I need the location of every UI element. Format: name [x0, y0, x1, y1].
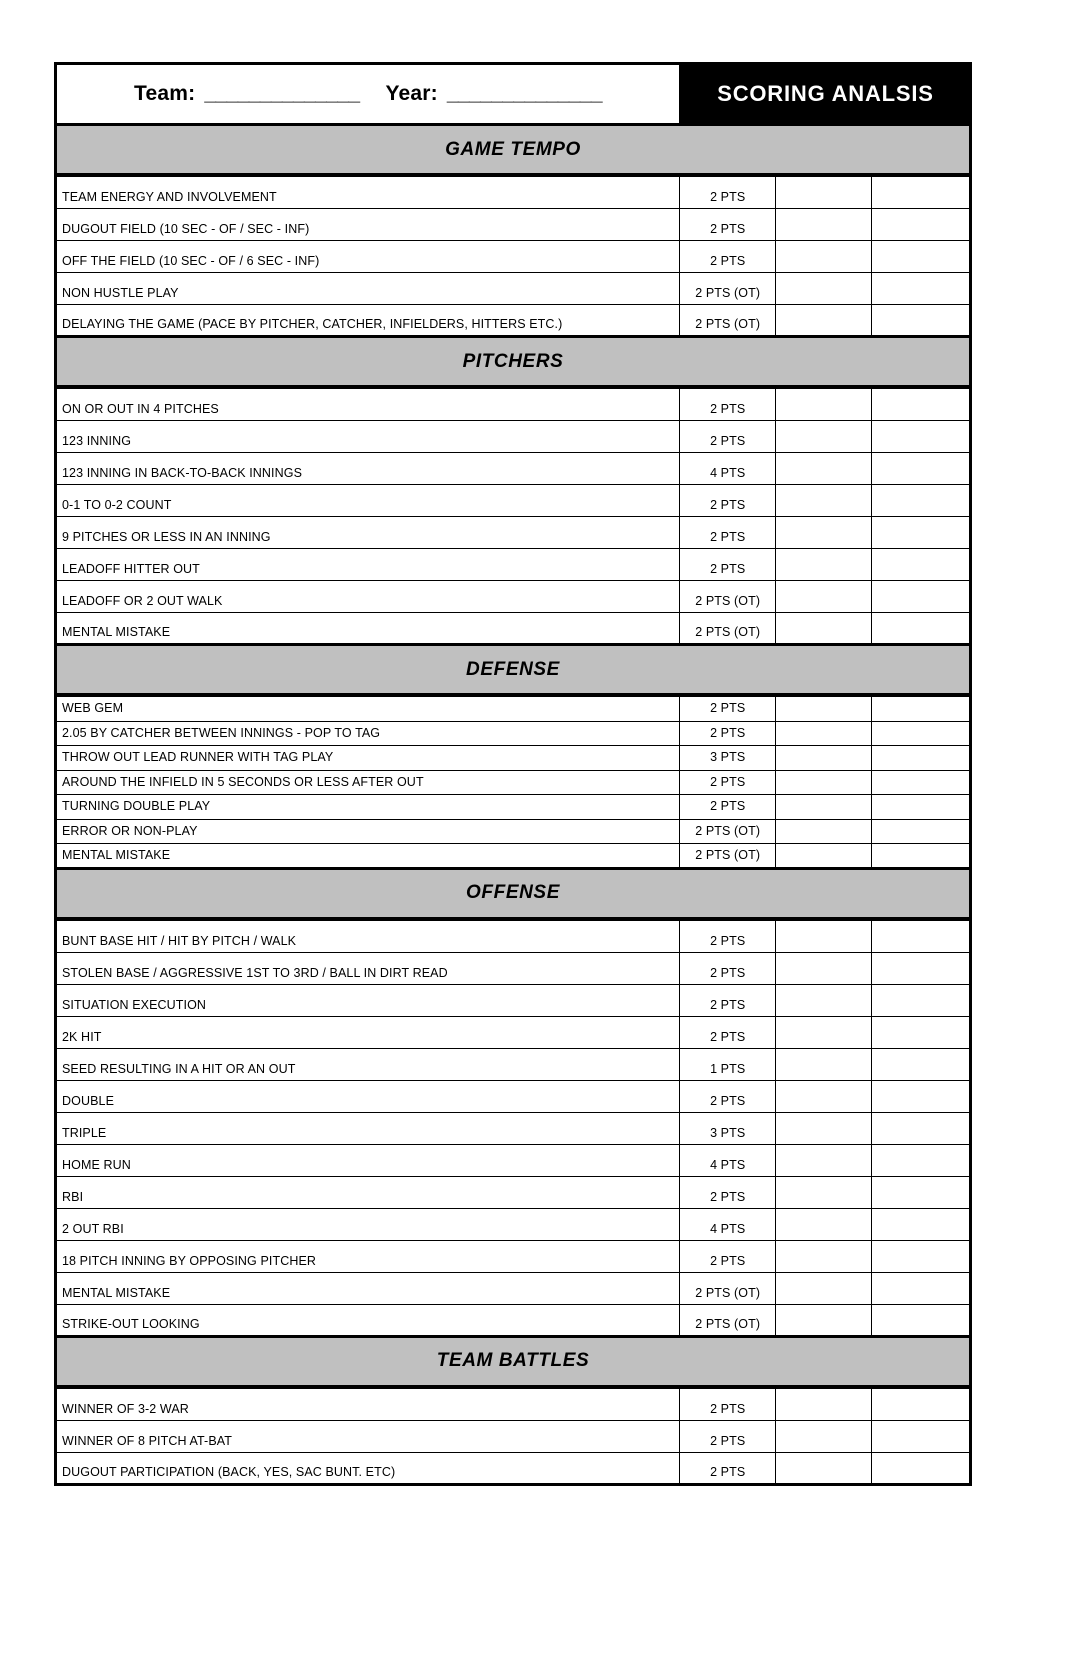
- tally-cell-2[interactable]: [871, 549, 970, 581]
- criterion-cell: [56, 697, 680, 722]
- points-cell: [680, 1048, 776, 1080]
- criterion-cell: [56, 819, 680, 844]
- tally-cell-2[interactable]: [871, 421, 970, 453]
- points-value: 2 PTS: [710, 1401, 746, 1416]
- year-input-blank[interactable]: ______________: [446, 82, 602, 105]
- points-value: 2 PTS: [710, 1433, 746, 1448]
- table-row: [56, 485, 971, 517]
- criterion-label: 2.05 BY CATCHER BETWEEN INNINGS - POP TO TAG: [62, 725, 381, 740]
- points-cell: [680, 1304, 776, 1336]
- criterion-cell: [56, 273, 680, 305]
- tally-cell-2[interactable]: [871, 241, 970, 273]
- points-cell: [680, 721, 776, 746]
- points-value: 2 PTS: [710, 222, 746, 236]
- tally-cell-2[interactable]: [871, 389, 970, 421]
- section-rows: [54, 920, 972, 1338]
- points-cell: [680, 177, 776, 209]
- criterion-cell: [56, 613, 680, 645]
- tally-cell-2[interactable]: [871, 844, 970, 869]
- tally-cell-2[interactable]: [871, 1420, 970, 1452]
- form-title: SCORING ANALSIS: [682, 65, 969, 123]
- criterion-cell: [56, 1112, 680, 1144]
- criterion-label: DOUBLE: [62, 1093, 115, 1108]
- table-row: [56, 1272, 971, 1304]
- tally-cell-2[interactable]: [871, 1048, 970, 1080]
- points-value: 2 PTS: [710, 725, 746, 740]
- table-row: [56, 517, 971, 549]
- criterion-cell: [56, 581, 680, 613]
- tally-cell-2[interactable]: [871, 1080, 970, 1112]
- tally-cell-1[interactable]: [776, 209, 871, 241]
- points-value: 2 PTS: [710, 530, 746, 544]
- tally-cell-2[interactable]: [871, 613, 970, 645]
- points-cell: [680, 485, 776, 517]
- criterion-label: TRIPLE: [62, 1125, 107, 1140]
- points-value: 2 PTS (OT): [695, 594, 761, 608]
- table-row: [56, 795, 971, 820]
- tally-cell-2[interactable]: [871, 1016, 970, 1048]
- tally-cell-2[interactable]: [871, 1144, 970, 1176]
- criterion-cell: [56, 1144, 680, 1176]
- points-value: 4 PTS: [710, 1221, 746, 1236]
- criterion-cell: [56, 421, 680, 453]
- points-cell: [680, 549, 776, 581]
- criterion-cell: [56, 517, 680, 549]
- criterion-label: LEADOFF OR 2 OUT WALK: [62, 594, 223, 608]
- criterion-label: MENTAL MISTAKE: [62, 847, 171, 862]
- points-cell: [680, 389, 776, 421]
- criterion-cell: [56, 305, 680, 337]
- points-cell: [680, 581, 776, 613]
- table-row: [56, 770, 971, 795]
- tally-cell-1[interactable]: [776, 795, 871, 820]
- table-row: [56, 613, 971, 645]
- points-value: 2 PTS: [710, 434, 746, 448]
- criterion-label: DELAYING THE GAME (PACE BY PITCHER, CATCHER, INFIELDERS, HITTERS ETC.): [62, 317, 563, 331]
- points-cell: [680, 1016, 776, 1048]
- tally-cell-2[interactable]: [871, 1240, 970, 1272]
- points-cell: [680, 920, 776, 952]
- points-value: 2 PTS (OT): [695, 847, 761, 862]
- points-value: 2 PTS: [710, 1029, 746, 1044]
- criterion-label: RBI: [62, 1189, 84, 1204]
- tally-cell-1[interactable]: [776, 1304, 871, 1336]
- table-row: [56, 209, 971, 241]
- tally-cell-1[interactable]: [776, 1388, 871, 1420]
- points-cell: [680, 453, 776, 485]
- tally-cell-2[interactable]: [871, 485, 970, 517]
- points-cell: [680, 1112, 776, 1144]
- criterion-label: MENTAL MISTAKE: [62, 1285, 171, 1300]
- points-cell: [680, 273, 776, 305]
- points-cell: [680, 613, 776, 645]
- tally-cell-2[interactable]: [871, 177, 970, 209]
- points-value: 2 PTS (OT): [695, 286, 761, 300]
- tally-cell-1[interactable]: [776, 485, 871, 517]
- team-input-blank[interactable]: ______________: [204, 82, 360, 105]
- tally-cell-1[interactable]: [776, 453, 871, 485]
- section-title: DEFENSE: [466, 658, 560, 680]
- tally-cell-1[interactable]: [776, 305, 871, 337]
- points-value: 2 PTS: [710, 799, 746, 814]
- form-header: [54, 62, 972, 126]
- criterion-cell: [56, 1176, 680, 1208]
- tally-cell-2[interactable]: [871, 697, 970, 722]
- points-cell: [680, 305, 776, 337]
- section-header: [54, 870, 972, 920]
- points-value: 2 PTS (OT): [695, 625, 761, 639]
- section-rows: [54, 388, 972, 646]
- table-row: [56, 1112, 971, 1144]
- table-row: [56, 984, 971, 1016]
- scoring-analysis-form: [54, 62, 972, 1486]
- tally-cell-1[interactable]: [776, 819, 871, 844]
- criterion-cell: [56, 844, 680, 869]
- criterion-label: OFF THE FIELD (10 SEC - OF / 6 SEC - INF): [62, 254, 320, 268]
- tally-cell-1[interactable]: [776, 1420, 871, 1452]
- criterion-label: SITUATION EXECUTION: [62, 997, 207, 1012]
- table-row: [56, 697, 971, 722]
- tally-cell-2[interactable]: [871, 453, 970, 485]
- points-value: 2 PTS: [710, 254, 746, 268]
- tally-cell-2[interactable]: [871, 795, 970, 820]
- table-row: [56, 273, 971, 305]
- criterion-label: 2K HIT: [62, 1029, 102, 1044]
- criterion-cell: [56, 1420, 680, 1452]
- criterion-cell: [56, 952, 680, 984]
- tally-cell-2[interactable]: [871, 770, 970, 795]
- table-row: [56, 844, 971, 869]
- criterion-cell: [56, 241, 680, 273]
- table-row: [56, 1452, 971, 1484]
- tally-cell-2[interactable]: [871, 1272, 970, 1304]
- criterion-cell: [56, 1388, 680, 1420]
- sections-container: [54, 126, 972, 1486]
- criterion-label: MENTAL MISTAKE: [62, 625, 171, 639]
- criterion-label: SEED RESULTING IN A HIT OR AN OUT: [62, 1061, 296, 1076]
- points-cell: [680, 746, 776, 771]
- tally-cell-1[interactable]: [776, 1452, 871, 1484]
- table-row: [56, 581, 971, 613]
- criterion-label: THROW OUT LEAD RUNNER WITH TAG PLAY: [62, 750, 334, 765]
- points-cell: [680, 1176, 776, 1208]
- tally-cell-1[interactable]: [776, 697, 871, 722]
- table-row: [56, 1240, 971, 1272]
- tally-cell-2[interactable]: [871, 273, 970, 305]
- criterion-label: TURNING DOUBLE PLAY: [62, 799, 211, 814]
- points-cell: [680, 1144, 776, 1176]
- year-label: Year:: [385, 82, 438, 105]
- criterion-cell: [56, 549, 680, 581]
- points-cell: [680, 517, 776, 549]
- points-cell: [680, 1240, 776, 1272]
- criterion-label: 9 PITCHES OR LESS IN AN INNING: [62, 530, 271, 544]
- tally-cell-1[interactable]: [776, 581, 871, 613]
- table-row: [56, 721, 971, 746]
- team-field[interactable]: [134, 82, 359, 106]
- tally-cell-1[interactable]: [776, 1240, 871, 1272]
- criterion-label: AROUND THE INFIELD IN 5 SECONDS OR LESS AFTER OUT: [62, 774, 424, 789]
- tally-cell-1[interactable]: [776, 920, 871, 952]
- points-cell: [680, 1452, 776, 1484]
- tally-cell-2[interactable]: [871, 952, 970, 984]
- points-cell: [680, 1272, 776, 1304]
- tally-cell-2[interactable]: [871, 1176, 970, 1208]
- criterion-cell: [56, 770, 680, 795]
- table-row: [56, 819, 971, 844]
- table-row: [56, 421, 971, 453]
- tally-cell-1[interactable]: [776, 517, 871, 549]
- points-value: 2 PTS: [710, 965, 746, 980]
- criterion-cell: [56, 746, 680, 771]
- table-row: [56, 1016, 971, 1048]
- criterion-label: 18 PITCH INNING BY OPPOSING PITCHER: [62, 1253, 317, 1268]
- criterion-cell: [56, 1048, 680, 1080]
- criterion-cell: [56, 1452, 680, 1484]
- criterion-cell: [56, 1304, 680, 1336]
- header-fields: [57, 65, 682, 123]
- tally-cell-1[interactable]: [776, 844, 871, 869]
- criterion-cell: [56, 453, 680, 485]
- points-value: 2 PTS: [710, 1093, 746, 1108]
- points-value: 2 PTS: [710, 562, 746, 576]
- table-row: [56, 1048, 971, 1080]
- section-title: PITCHERS: [462, 350, 564, 372]
- points-value: 2 PTS: [710, 190, 746, 204]
- tally-cell-2[interactable]: [871, 209, 970, 241]
- table-row: [56, 549, 971, 581]
- points-value: 2 PTS: [710, 933, 746, 948]
- points-value: 2 PTS: [710, 774, 746, 789]
- table-row: [56, 1420, 971, 1452]
- points-value: 4 PTS: [710, 466, 746, 480]
- criterion-label: HOME RUN: [62, 1157, 131, 1172]
- points-value: 2 PTS: [710, 1464, 746, 1479]
- tally-cell-2[interactable]: [871, 746, 970, 771]
- tally-cell-1[interactable]: [776, 1048, 871, 1080]
- section-rows: [54, 696, 972, 870]
- points-cell: [680, 1080, 776, 1112]
- section-rows: [54, 1388, 972, 1486]
- tally-cell-1[interactable]: [776, 746, 871, 771]
- year-field[interactable]: [385, 82, 601, 106]
- table-row: [56, 1080, 971, 1112]
- team-label: Team:: [134, 82, 196, 105]
- points-cell: [680, 209, 776, 241]
- tally-cell-1[interactable]: [776, 1272, 871, 1304]
- criterion-cell: [56, 795, 680, 820]
- points-cell: [680, 241, 776, 273]
- criterion-label: DUGOUT PARTICIPATION (BACK, YES, SAC BUNT. ETC): [62, 1464, 396, 1479]
- tally-cell-2[interactable]: [871, 581, 970, 613]
- table-row: [56, 1304, 971, 1336]
- criterion-label: 123 INNING: [62, 434, 132, 448]
- tally-cell-1[interactable]: [776, 1016, 871, 1048]
- table-row: [56, 920, 971, 952]
- criterion-label: STRIKE-OUT LOOKING: [62, 1316, 200, 1331]
- criterion-cell: [56, 984, 680, 1016]
- criterion-label: WINNER OF 8 PITCH AT-BAT: [62, 1433, 233, 1448]
- criterion-label: 2 OUT RBI: [62, 1221, 124, 1236]
- points-value: 2 PTS (OT): [695, 1285, 761, 1300]
- tally-cell-1[interactable]: [776, 1176, 871, 1208]
- points-cell: [680, 952, 776, 984]
- criterion-label: ERROR OR NON-PLAY: [62, 823, 198, 838]
- criterion-cell: [56, 721, 680, 746]
- criterion-label: WEB GEM: [62, 701, 124, 716]
- criterion-label: BUNT BASE HIT / HIT BY PITCH / WALK: [62, 933, 297, 948]
- points-value: 2 PTS: [710, 498, 746, 512]
- tally-cell-1[interactable]: [776, 241, 871, 273]
- table-row: [56, 453, 971, 485]
- table-row: [56, 952, 971, 984]
- tally-cell-1[interactable]: [776, 721, 871, 746]
- tally-cell-2[interactable]: [871, 1388, 970, 1420]
- criterion-label: LEADOFF HITTER OUT: [62, 562, 200, 576]
- tally-cell-2[interactable]: [871, 721, 970, 746]
- points-value: 1 PTS: [710, 1061, 746, 1076]
- tally-cell-1[interactable]: [776, 1112, 871, 1144]
- criterion-label: NON HUSTLE PLAY: [62, 286, 179, 300]
- table-row: [56, 1388, 971, 1420]
- criterion-cell: [56, 1240, 680, 1272]
- section-header: [54, 126, 972, 176]
- points-value: 2 PTS (OT): [695, 1316, 761, 1331]
- criterion-cell: [56, 389, 680, 421]
- points-value: 2 PTS: [710, 1253, 746, 1268]
- points-cell: [680, 984, 776, 1016]
- criterion-label: 0-1 TO 0-2 COUNT: [62, 498, 172, 512]
- tally-cell-2[interactable]: [871, 1452, 970, 1484]
- section-title: OFFENSE: [466, 882, 560, 903]
- tally-cell-1[interactable]: [776, 613, 871, 645]
- points-cell: [680, 770, 776, 795]
- table-row: [56, 746, 971, 771]
- points-value: 3 PTS: [710, 1125, 746, 1140]
- tally-cell-2[interactable]: [871, 920, 970, 952]
- points-cell: [680, 421, 776, 453]
- points-value: 2 PTS: [710, 1189, 746, 1204]
- section-header: [54, 646, 972, 696]
- points-value: 2 PTS: [710, 402, 746, 416]
- section-header: [54, 338, 972, 388]
- points-value: 2 PTS (OT): [695, 823, 761, 838]
- table-row: [56, 1208, 971, 1240]
- points-cell: [680, 844, 776, 869]
- table-row: [56, 305, 971, 337]
- tally-cell-2[interactable]: [871, 819, 970, 844]
- points-cell: [680, 1208, 776, 1240]
- tally-cell-1[interactable]: [776, 952, 871, 984]
- table-row: [56, 389, 971, 421]
- tally-cell-2[interactable]: [871, 1208, 970, 1240]
- tally-cell-2[interactable]: [871, 305, 970, 337]
- criterion-cell: [56, 1208, 680, 1240]
- tally-cell-1[interactable]: [776, 549, 871, 581]
- points-cell: [680, 1388, 776, 1420]
- points-value: 3 PTS: [710, 750, 746, 765]
- points-value: 2 PTS: [710, 701, 746, 716]
- criterion-cell: [56, 209, 680, 241]
- points-cell: [680, 1420, 776, 1452]
- criterion-label: DUGOUT FIELD (10 SEC - OF / SEC - INF): [62, 222, 310, 236]
- points-value: 2 PTS (OT): [695, 317, 761, 331]
- criterion-cell: [56, 1016, 680, 1048]
- tally-cell-1[interactable]: [776, 1144, 871, 1176]
- table-row: [56, 1176, 971, 1208]
- points-cell: [680, 795, 776, 820]
- points-value: 4 PTS: [710, 1157, 746, 1172]
- criterion-label: WINNER OF 3-2 WAR: [62, 1401, 189, 1416]
- tally-cell-1[interactable]: [776, 177, 871, 209]
- criterion-cell: [56, 177, 680, 209]
- criterion-cell: [56, 1080, 680, 1112]
- section-rows: [54, 176, 972, 338]
- section-header: [54, 1338, 972, 1388]
- section-title: TEAM BATTLES: [436, 1350, 590, 1371]
- criterion-cell: [56, 485, 680, 517]
- tally-cell-2[interactable]: [871, 1304, 970, 1336]
- criterion-label: ON OR OUT IN 4 PITCHES: [62, 402, 219, 416]
- table-row: [56, 1144, 971, 1176]
- criterion-cell: [56, 1272, 680, 1304]
- tally-cell-1[interactable]: [776, 1080, 871, 1112]
- tally-cell-1[interactable]: [776, 273, 871, 305]
- tally-cell-1[interactable]: [776, 421, 871, 453]
- points-cell: [680, 697, 776, 722]
- tally-cell-1[interactable]: [776, 984, 871, 1016]
- criterion-cell: [56, 920, 680, 952]
- table-row: [56, 241, 971, 273]
- tally-cell-1[interactable]: [776, 389, 871, 421]
- table-row: [56, 177, 971, 209]
- criterion-label: 123 INNING IN BACK-TO-BACK INNINGS: [62, 466, 303, 480]
- points-cell: [680, 819, 776, 844]
- tally-cell-2[interactable]: [871, 984, 970, 1016]
- tally-cell-2[interactable]: [871, 1112, 970, 1144]
- criterion-label: TEAM ENERGY AND INVOLVEMENT: [62, 190, 277, 204]
- tally-cell-2[interactable]: [871, 517, 970, 549]
- section-title: GAME TEMPO: [445, 138, 581, 160]
- criterion-label: STOLEN BASE / AGGRESSIVE 1ST TO 3RD / BALL IN DIRT READ: [62, 965, 448, 980]
- tally-cell-1[interactable]: [776, 1208, 871, 1240]
- tally-cell-1[interactable]: [776, 770, 871, 795]
- points-value: 2 PTS: [710, 997, 746, 1012]
